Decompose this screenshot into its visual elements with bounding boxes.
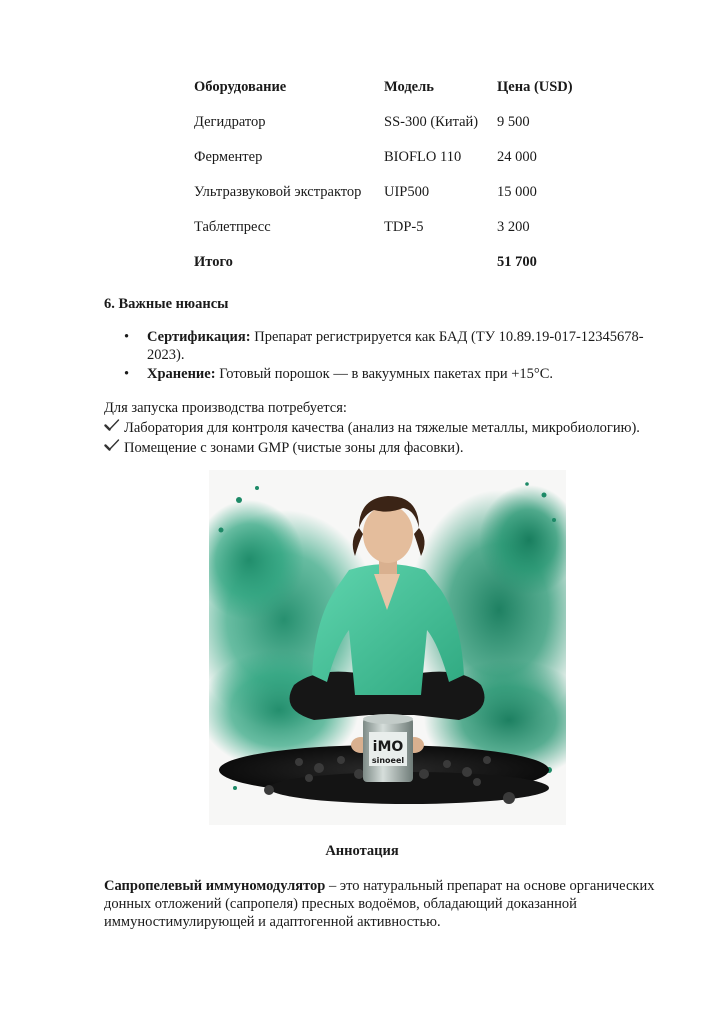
requirement-text: Лаборатория для контроля качества (анализ на тяжелые металлы, микробиологию). xyxy=(124,420,640,436)
table-cell: Дегидратор xyxy=(194,114,266,130)
list-item-text: Препарат регистрируется как БАД (ТУ 10.89.19-017-12345678-2023). xyxy=(147,329,644,363)
table-header-row xyxy=(188,70,593,105)
table-cell: Ультразвуковой экстрактор xyxy=(194,184,362,200)
requirement-item xyxy=(104,438,640,458)
table-cell: SS-300 (Китай) xyxy=(384,114,479,130)
checkmark-icon xyxy=(104,438,120,458)
list-item xyxy=(104,328,664,364)
abstract-term: Сапропелевый иммуномодулятор xyxy=(104,878,326,894)
requirement-item xyxy=(104,418,640,438)
total-label: Итого xyxy=(194,254,233,270)
table-cell: TDP-5 xyxy=(384,219,424,235)
requirements-intro: Для запуска производства потребуется: xyxy=(104,400,347,416)
table-cell: BIOFLO 110 xyxy=(384,149,462,165)
table-cell: 3 200 xyxy=(497,219,530,235)
bullet-icon: • xyxy=(124,366,130,382)
list-item-text: Готовый порошок — в вакуумных пакетах при +15°С. xyxy=(215,366,554,382)
table-total-row xyxy=(188,245,593,280)
jar-label-name: sinoeel xyxy=(371,756,405,765)
table-row xyxy=(188,175,593,210)
total-empty-cell xyxy=(378,245,491,280)
table-row xyxy=(188,105,593,140)
table-cell: 24 000 xyxy=(497,149,537,165)
table-header-cell: Модель xyxy=(384,79,434,95)
requirement-text: Помещение с зонами GMP (чистые зоны для фасовки). xyxy=(124,440,464,456)
section-heading: 6. Важные нюансы xyxy=(104,296,229,312)
table-cell: Таблетпресс xyxy=(194,219,271,235)
checkmark-icon xyxy=(104,418,120,438)
table-cell: 15 000 xyxy=(497,184,537,200)
abstract-text: – это натуральный препарат на основе органических донных отложений (сапропеля) пресных водоёмов, обладающий доказанной иммуностимулирующей и адаптогенной активностью. xyxy=(104,878,655,930)
list-item-term: Хранение: xyxy=(147,366,216,382)
table-row xyxy=(188,140,593,175)
list-item-term: Сертификация: xyxy=(147,329,251,345)
list-item xyxy=(104,365,664,383)
requirements-block xyxy=(104,398,640,458)
table-row xyxy=(188,210,593,245)
table-cell: Ферментер xyxy=(194,149,263,165)
bullet-icon: • xyxy=(124,329,130,345)
table-header-cell: Оборудование xyxy=(194,79,287,95)
table-cell: 9 500 xyxy=(497,114,530,130)
table-header-cell: Цена (USD) xyxy=(497,79,573,95)
equipment-table xyxy=(188,70,593,280)
nuances-list xyxy=(104,328,664,384)
product-illustration xyxy=(209,470,566,825)
abstract-paragraph xyxy=(104,877,674,931)
total-value: 51 700 xyxy=(497,254,537,270)
jar-label-brand: iMO xyxy=(372,739,404,755)
caption-heading: Аннотация xyxy=(325,843,399,859)
table-cell: UIP500 xyxy=(384,184,430,200)
